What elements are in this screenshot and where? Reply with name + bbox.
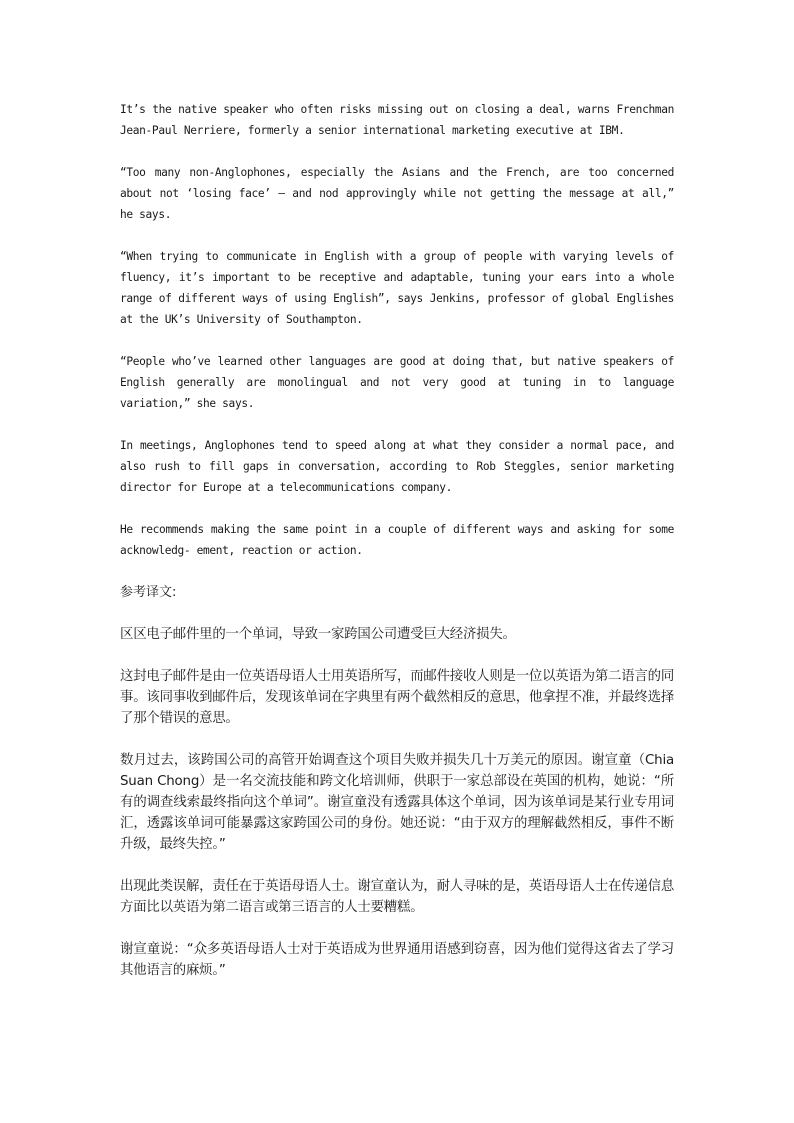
chinese-paragraph: 谢宣童说：“众多英语母语人士对于英语成为世界通用语感到窃喜，因为他们觉得这省去了学习其他语言的麻烦。” xyxy=(120,942,674,978)
document-page xyxy=(120,99,674,1002)
translation-heading: 参考译文: xyxy=(120,585,177,600)
chinese-paragraph: 出现此类误解，责任在于英语母语人士。谢宣童认为，耐人寻味的是，英语母语人士在传递信息方面比以英语为第二语言或第三语言的人士要糟糕。 xyxy=(120,879,675,915)
english-paragraph: “People who’ve learned other languages are good at doing that, but native speakers of English generally are monolingual and not very good at tuning in to language variation,” she says. xyxy=(120,355,674,410)
english-paragraph: “Too many non-Anglophones, especially the Asians and the French, are too concerned about not ‘losing face’ — and nod approvingly while not getting the message at all,” he says. xyxy=(120,166,674,221)
english-paragraph: It’s the native speaker who often risks missing out on closing a deal, warns Frenchman Jean-Paul Nerriere, formerly a senior international marketing executive at IBM. xyxy=(120,103,674,137)
chinese-paragraph: 区区电子邮件里的一个单词，导致一家跨国公司遭受巨大经济损失。 xyxy=(120,627,516,642)
english-paragraph: In meetings, Anglophones tend to speed along at what they consider a normal pace, and also rush to fill gaps in conversation, according to Rob Steggles, senior marketing director for Europe at a telecommunications company. xyxy=(120,439,674,494)
english-paragraph: “When trying to communicate in English with a group of people with varying levels of fluency, it’s important to be receptive and adaptable, tuning your ears into a whole range of different ways of using English”, says Jenkins, professor of global Englishes at the UK’s University of Southampton. xyxy=(120,250,674,326)
english-paragraph: He recommends making the same point in a couple of different ways and asking for some acknowledg- ement, reaction or action. xyxy=(120,523,674,557)
chinese-paragraph: 这封电子邮件是由一位英语母语人士用英语所写，而邮件接收人则是一位以英语为第二语言的同事。该同事收到邮件后，发现该单词在字典里有两个截然相反的意思，他拿捏不准，并最终选择了那个错误的意思。 xyxy=(120,669,675,726)
chinese-paragraph: 数月过去，该跨国公司的高管开始调查这个项目失败并损失几十万美元的原因。谢宣童（Chia Suan Chong）是一名交流技能和跨文化培训师，供职于一家总部设在英国的机构，她说：“所有的调查线索最终指向这个单词”。谢宣童没有透露具体这个单词，因为该单词是某行业专用词汇，透露该单词可能暴露这家跨国公司的身份。她还说：“由于双方的理解截然相反，事件不断升级，最终失控。” xyxy=(120,753,674,852)
